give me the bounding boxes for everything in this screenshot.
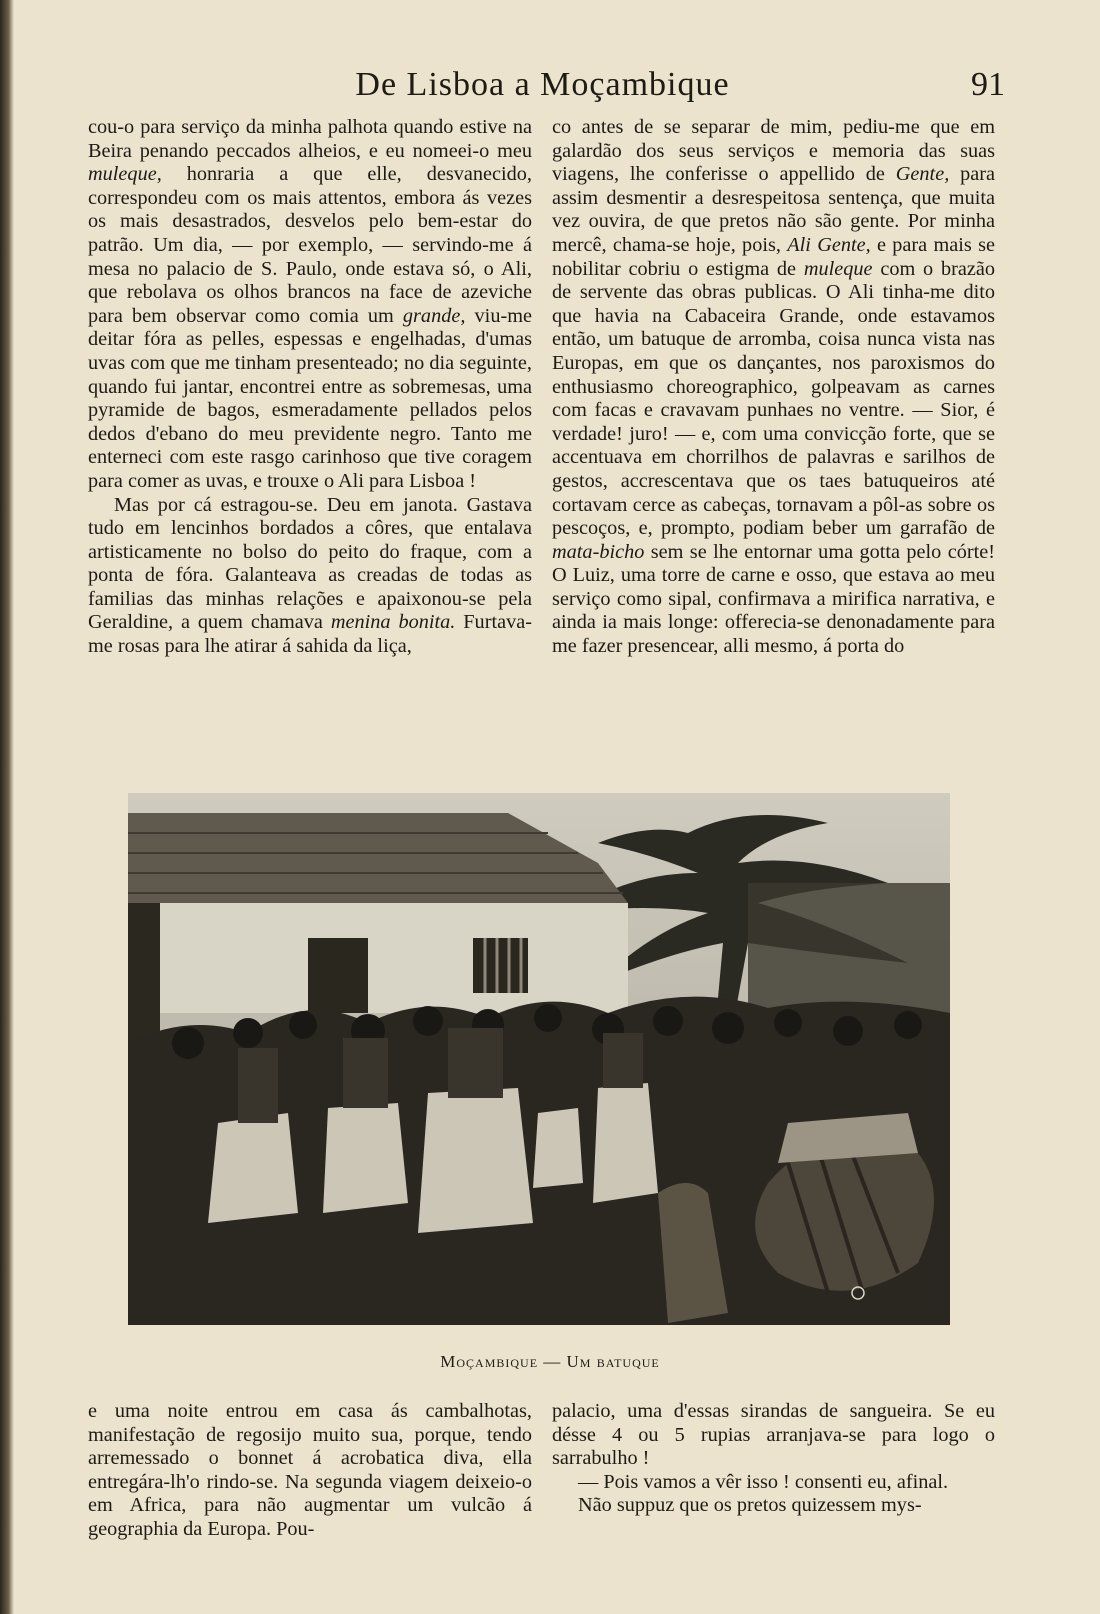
text-run: sem se lhe entornar uma gotta pelo córte! O Luiz, uma torre de carne e osso, que estava ao meu serviço como sipal, confirmava a mirifica narrativa, e ainda ia mais longe: offerecia-se denonadamente para me fazer presencear, alli mesmo, á porta do (552, 540, 995, 658)
text-run: co antes de se separar de mim, pediu-me que em galardão dos seus serviços e memoria das suas viagens, lhe conferisse o appellido de (552, 116, 995, 186)
paragraph (552, 1400, 995, 1471)
text-run: e para mais se nobilitar cobriu o estigma de (552, 233, 995, 280)
house-wall (158, 903, 628, 1013)
text-run: Furtava-me rosas para lhe atirar á sahida da liça, (88, 611, 532, 658)
column-top-right (552, 116, 995, 659)
paragraph (88, 1400, 532, 1542)
paragraph (552, 1471, 995, 1495)
column-top-left (88, 116, 532, 659)
text-run: Mas por cá estragou-se. Deu em janota. Gastava tudo em lencinhos bordados a côres, que entalava artisticamente no bolso do peito do fraque, com a ponta de fóra. Galanteava as creadas de todas as familias das minhas relações e apaixonou-se pela Geraldine, a quem chamava (88, 493, 532, 634)
italic-text: Ali Gente, (787, 233, 871, 256)
text-run: honraria a que elle, desvanecido, correspondeu com os mais attentos, embora ás vezes os mais desastrados, desvelos pelo bem-estar do patrão. Um dia, — por exemplo, — servindo-me á mesa no palacio de S. Paulo, onde estava só, o Ali, que rebolava os olhos brancos na face de azeviche para bem observar como comia um (88, 163, 532, 327)
paragraph (88, 494, 532, 659)
page-number: 91 (971, 66, 1005, 103)
text-run: com o brazão de servente das obras publicas. O Ali tinha-me dito que havia na Cabaceira Grande, onde estavamos então, um batuque de arromba, coisa nunca vista nas Europas, em que os dançantes, nos paroxismos do enthusiasmo choreographico, golpeavam as carnes com facas e cravavam punhaes no ventre. — Sior, é verdade! juro! — e, com uma convicção forte, que se accentuava em chorrilhos de palavras e sarilhos de gestos, accrescentava que os taes batuqueiros até cortavam cerce as cabeças, tornavam a pôl-as sobre os pescoços, e, prompto, podiam beber um garrafão de (552, 257, 996, 540)
italic-text: muleque, (88, 163, 162, 186)
text-run: palacio, uma d'essas sirandas de sangueira. Se eu désse 4 ou 5 rupias arranjava-se para logo o sarrabulho ! (552, 1400, 995, 1470)
column-bottom-right (552, 1400, 995, 1518)
text-run: para assim desmentir a desrespeitosa sentença, que muita vez ouvira, de que pretos não são gente. Por minha mercê, chama-se hoje, pois, (552, 163, 995, 256)
italic-text: grande, (402, 304, 466, 327)
batuque-photograph (128, 793, 950, 1325)
text-run: viu-me deitar fóra as pelles, espessas e engelhadas, d'umas uvas com que me tinham presenteado; no dia seguinte, quando fui jantar, encontrei entre as sobremesas, uma pyramide de bagos, esmeradamente pellados pelos dedos d'ebano do meu previdente negro. Tanto me enterneci com este rasgo carinhoso que tive coragem para comer as uvas, e trouxe o Ali para Lisboa ! (88, 304, 532, 492)
text-run: — Pois vamos a vêr isso ! consenti eu, afinal. (578, 1470, 949, 1493)
italic-text: menina bonita. (330, 611, 456, 634)
paragraph (88, 116, 532, 494)
house-door (308, 938, 368, 1013)
page-header (80, 62, 1005, 112)
italic-text: Gente, (895, 163, 950, 186)
text-run: Não suppuz que os pretos quizessem mys- (578, 1494, 922, 1517)
italic-text: muleque (803, 257, 873, 280)
column-bottom-left (88, 1400, 532, 1542)
running-title: De Lisboa a Moçambique (355, 66, 730, 103)
text-run: e uma noite entrou em casa ás cambalhotas, manifestação de regosijo muito sua, porque, tendo arremessado o bonnet á acrobatica diva, ella entregára-lh'o rindo-se. Na segunda viagem deixeio-o em Africa, para não augmentar um vulcão á geographia da Europa. Pou- (88, 1400, 532, 1540)
figure-caption: Moçambique — Um batuque (440, 1352, 660, 1371)
italic-text: mata-bicho (552, 540, 645, 563)
paragraph (552, 1494, 995, 1518)
text-run: cou-o para serviço da minha palhota quando estive na Beira penando peccados alheios, e eu nomeei-o meu (88, 116, 532, 162)
paragraph (552, 116, 995, 659)
